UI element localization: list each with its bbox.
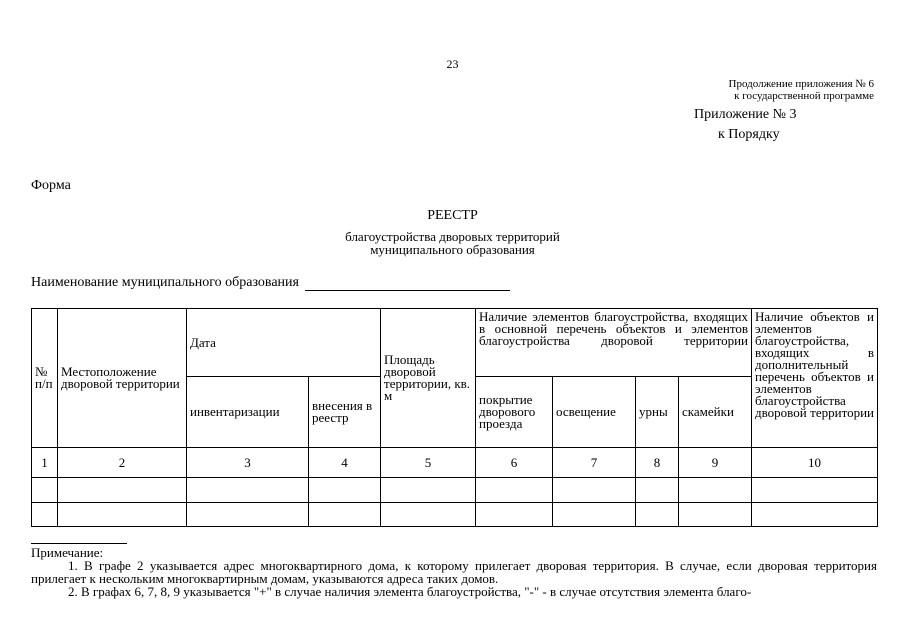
document-subtitle	[0, 230, 905, 256]
column-number-6: 6	[476, 448, 553, 478]
table-cell	[476, 478, 553, 503]
table-cell	[679, 478, 752, 503]
header-location: Местоположение дворовой территории	[58, 309, 187, 448]
column-number-5: 5	[381, 448, 476, 478]
table-cell	[187, 503, 309, 527]
header-lighting: освещение	[553, 377, 636, 448]
table-cell	[752, 503, 878, 527]
table-cell	[187, 478, 309, 503]
column-number-row	[32, 448, 878, 478]
table-cell	[381, 478, 476, 503]
column-number-1: 1	[32, 448, 58, 478]
header-date-register: внесения в реестр	[309, 377, 381, 448]
table-cell	[381, 503, 476, 527]
notes-label: Примечание:	[31, 545, 104, 560]
header-row-1	[32, 309, 878, 377]
note-item-2: 2. В графах 6, 7, 8, 9 указывается "+" в случае наличия элемента благоустройства, "-" - в случае отсутствия элемента благо-	[68, 584, 752, 599]
header-bins: урны	[636, 377, 679, 448]
table-cell	[636, 478, 679, 503]
header-date: Дата	[187, 309, 381, 377]
header-coverage: покрытие дворового проезда	[476, 377, 553, 448]
column-number-9: 9	[679, 448, 752, 478]
notes-block	[31, 546, 877, 598]
form-label: Форма	[31, 178, 71, 193]
appendix-line-2: к государственной программе	[734, 90, 874, 102]
table-cell	[636, 503, 679, 527]
page-number: 23	[446, 57, 459, 71]
subtitle-line-2: муниципального образования	[370, 242, 535, 257]
table-cell	[309, 503, 381, 527]
table-cell	[58, 503, 187, 527]
table-cell	[309, 478, 381, 503]
registry-table	[31, 308, 878, 527]
table-cell	[58, 478, 187, 503]
table-row	[32, 478, 878, 503]
header-benches: скамейки	[679, 377, 752, 448]
header-num: № п/п	[32, 309, 58, 448]
table-cell	[553, 478, 636, 503]
header-area: Площадь дворовой территории, кв. м	[381, 309, 476, 448]
annex-title: Приложение № 3	[694, 107, 797, 122]
municipality-label: Наименование муниципального образования	[31, 275, 299, 290]
table-cell	[32, 503, 58, 527]
column-number-10: 10	[752, 448, 878, 478]
header-date-inventory: инвентаризации	[187, 377, 309, 448]
subtitle-line-1: благоустройства дворовых территорий	[345, 229, 560, 244]
column-number-4: 4	[309, 448, 381, 478]
annex-subtitle: к Порядку	[718, 127, 780, 142]
appendix-caption	[729, 78, 874, 102]
table-cell	[679, 503, 752, 527]
appendix-line-1: Продолжение приложения № 6	[728, 78, 874, 90]
column-number-8: 8	[636, 448, 679, 478]
table-cell	[752, 478, 878, 503]
notes-separator	[31, 543, 127, 544]
table-row	[32, 503, 878, 527]
municipality-row	[31, 275, 510, 291]
column-number-2: 2	[58, 448, 187, 478]
column-number-3: 3	[187, 448, 309, 478]
table-cell	[32, 478, 58, 503]
note-item-1: 1. В графе 2 указывается адрес многоквартирного дома, к которому прилегает дворовая территория. В случае, если дворовая территория прилегает к нескольким многоквартирным домам, указываются адреса таких домов.	[31, 558, 877, 586]
header-main-elements: Наличие элементов благоустройства, входящих в основной перечень объектов и элементов благоустройства дворовой территории	[476, 309, 752, 377]
header-additional: Наличие объектов и элементов благоустройства, входящих в дополнительный перечень объектов и элементов благоустройства дворовой территории	[752, 309, 878, 448]
document-title: РЕЕСТР	[427, 208, 478, 223]
table-cell	[476, 503, 553, 527]
municipality-blank-line	[305, 278, 510, 291]
column-number-7: 7	[553, 448, 636, 478]
table-cell	[553, 503, 636, 527]
